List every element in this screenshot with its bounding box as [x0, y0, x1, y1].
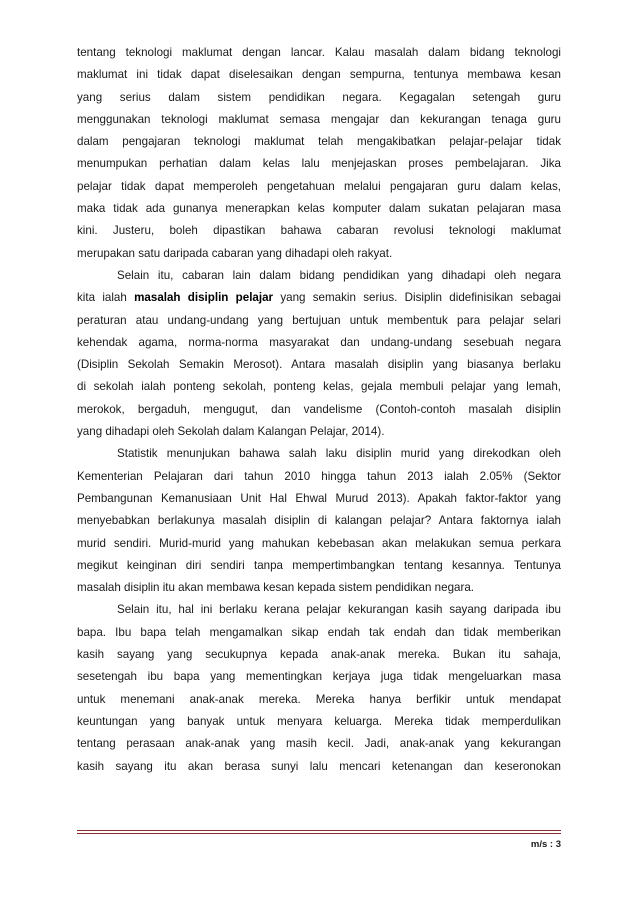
text-line: (Disiplin Sekolah Semakin Merosot). Antara masalah disiplin yang biasanya berlaku	[77, 358, 561, 372]
text-line: Pembangunan Kemanusiaan Unit Hal Ehwal Murud 2013). Apakah faktor-faktor yang	[77, 491, 561, 505]
text-line: tentang teknologi maklumat dengan lancar. Kalau masalah dalam bidang teknologi	[77, 46, 561, 59]
text-line: menyebabkan berlakunya masalah disiplin di kalangan pelajar? Antara faktornya ialah	[77, 514, 561, 528]
text-line: maka tidak ada gunanya menerapkan kelas komputer dalam sukatan pelajaran masa	[77, 202, 561, 216]
text-line: bapa. Ibu bapa telah mengamalkan sikap endah tak endah dan tidak memberikan	[77, 625, 561, 639]
text-line: kasih sayang yang secukupnya kepada anak-anak mereka. Bukan itu sahaja,	[77, 648, 561, 662]
document-body	[77, 42, 561, 778]
text-line: kehendak agama, norma-norma masyarakat dan undang-undang sesebuah negara	[77, 335, 561, 349]
text-line: merupakan satu daripada cabaran yang dihadapi oleh rakyat.	[77, 246, 393, 260]
text-line: keuntungan yang banyak untuk menyara keluarga. Mereka tidak memperdulikan	[77, 714, 561, 728]
text-line: Kementerian Pelajaran dari tahun 2010 hingga tahun 2013 ialah 2.05% (Sektor	[77, 469, 561, 483]
text-line: Statistik menunjukan bahawa salah laku disiplin murid yang direkodkan oleh	[117, 447, 561, 461]
text-line: megikut keinginan diri sendiri tanpa mempertimbangkan tentang kesannya. Tentunya	[77, 558, 561, 572]
text-line: menggunakan teknologi maklumat semasa mengajar dan kekurangan tenaga guru	[77, 112, 561, 126]
text-line: merokok, bergaduh, mengugut, dan vandelisme (Contoh-contoh masalah disiplin	[77, 402, 561, 416]
text-line: maklumat ini tidak dapat diselesaikan dengan sempurna, tentunya membawa kesan	[77, 68, 561, 82]
text-line: Selain itu, hal ini berlaku kerana pelajar kekurangan kasih sayang daripada ibu	[117, 603, 561, 617]
text-line: yang serius dalam sistem pendidikan negara. Kegagalan setengah guru	[77, 90, 561, 104]
text-line: murid sendiri. Murid-murid yang mahukan kebebasan akan melakukan semua perkara	[77, 536, 561, 550]
text-line: Selain itu, cabaran lain dalam bidang pendidikan yang dihadapi oleh negara	[117, 268, 561, 282]
text-span: yang semakin serius. Disiplin didefinisikan sebagai	[273, 291, 561, 305]
text-line: di sekolah ialah ponteng sekolah, ponteng kelas, gejala membuli pelajar yang lemah,	[77, 380, 561, 394]
text-line: kini. Justeru, boleh dipastikan bahawa cabaran revolusi teknologi maklumat	[77, 224, 561, 238]
text-span: kita ialah	[77, 291, 135, 305]
text-line: sesetengah ibu bapa yang mementingkan kerjaya juga tidak mengeluarkan masa	[77, 670, 561, 684]
page-number: m/s : 3	[530, 839, 561, 850]
text-line: yang dihadapi oleh Sekolah dalam Kalangan Pelajar, 2014).	[77, 425, 385, 439]
footer-divider	[77, 830, 561, 834]
text-line: menumpukan perhatian dalam kelas lalu menjejaskan proses pembelajaran. Jika	[77, 157, 561, 171]
text-line: peraturan atau undang-undang yang bertujuan untuk membentuk para pelajar selari	[77, 313, 561, 327]
bold-term: masalah disiplin pelajar	[134, 291, 274, 305]
text-line: tentang perasaan anak-anak yang masih kecil. Jadi, anak-anak yang kekurangan	[77, 737, 561, 751]
text-line: kasih sayang itu akan berasa sunyi lalu mencari ketenangan dan keseronokan	[77, 759, 561, 773]
text-line: pelajar tidak dapat memperoleh pengetahuan melalui pengajaran guru dalam kelas,	[77, 179, 561, 193]
text-line: untuk menemani anak-anak mereka. Mereka hanya berfikir untuk mendapat	[77, 692, 561, 706]
text-line-with-bold	[77, 287, 561, 309]
text-line: masalah disiplin itu akan membawa kesan kepada sistem pendidikan negara.	[77, 581, 474, 595]
text-line: dalam pengajaran teknologi maklumat telah mengakibatkan pelajar-pelajar tidak	[77, 135, 561, 149]
